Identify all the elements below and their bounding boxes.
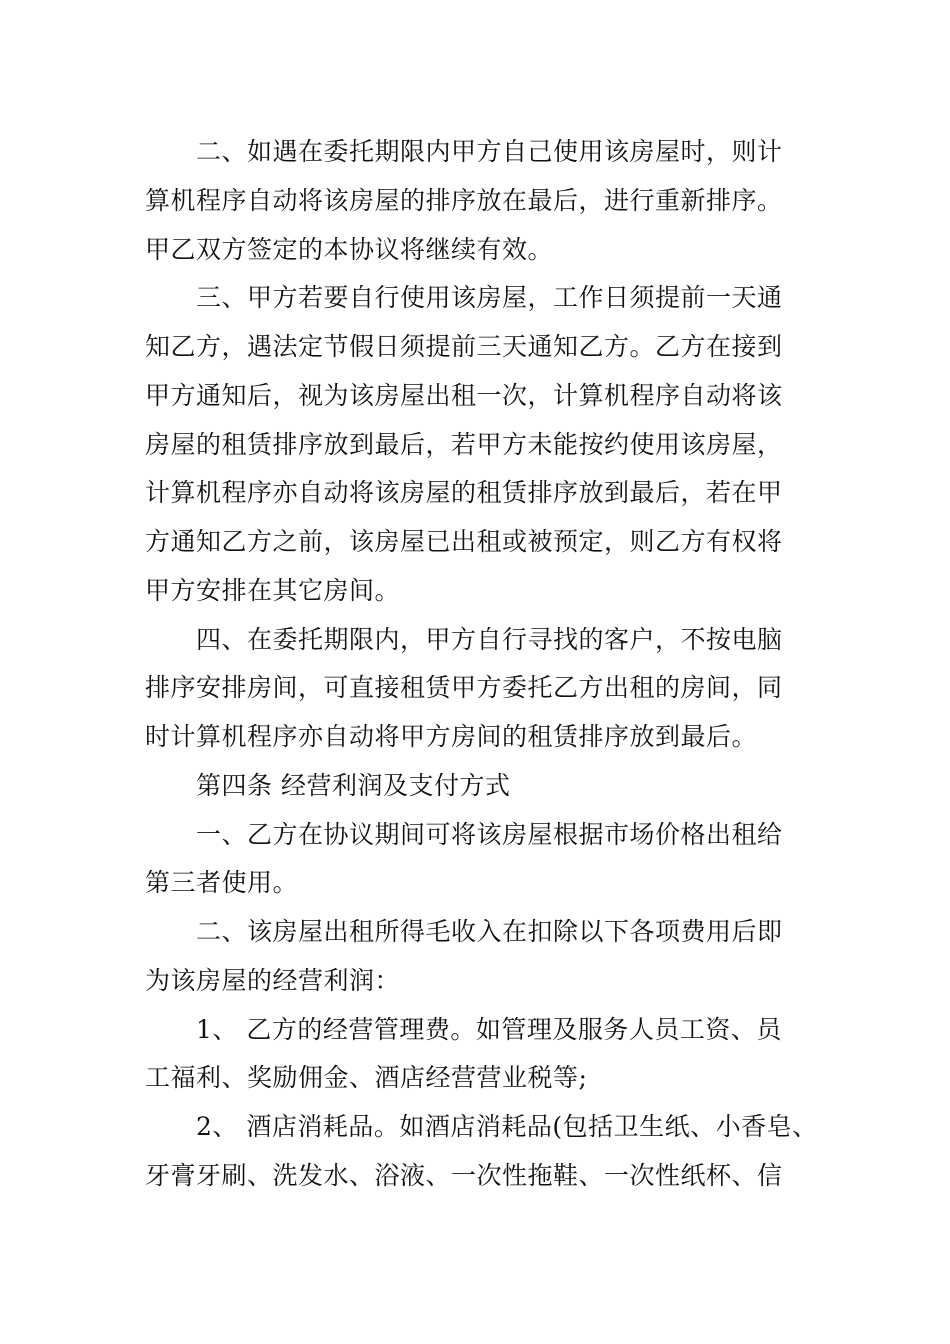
text-line: 甲乙双方签定的本协议将继续有效。	[145, 234, 554, 264]
text-line: 排序安排房间，可直接租赁甲方委托乙方出租的房间，同	[145, 673, 783, 703]
text-line: 方通知乙方之前，该房屋已出租或被预定，则乙方有权将	[145, 527, 783, 556]
document-body	[145, 128, 818, 1201]
list-item: 2、 酒店消耗品。如酒店消耗品(包括卫生纸、小香皂、	[196, 1112, 818, 1141]
text-line: 二、该房屋出租所得毛收入在扣除以下各项费用后即	[196, 917, 783, 946]
list-item: 1、 乙方的经营管理费。如管理及服务人员工资、员	[196, 1014, 782, 1044]
text-line: 甲方安排在其它房间。	[145, 575, 401, 605]
text-line: 知乙方，遇法定节假日须提前三天通知乙方。乙方在接到	[145, 332, 783, 361]
text-line: 为该房屋的经营利润：	[145, 965, 401, 995]
text-line: 二、如遇在委托期限内甲方自己使用该房屋时，则计	[196, 137, 783, 166]
section-heading: 第四条 经营利润及支付方式	[196, 770, 511, 800]
text-line: 第三者使用。	[145, 868, 299, 898]
text-line: 时计算机程序亦自动将甲方房间的租赁排序放到最后。	[145, 722, 758, 751]
text-line: 三、甲方若要自行使用该房屋，工作日须提前一天通	[196, 283, 783, 313]
text-line: 工福利、奖励佣金、酒店经营营业税等;	[145, 1063, 588, 1093]
text-line: 四、在委托期限内，甲方自行寻找的客户，不按电脑	[196, 624, 783, 654]
text-line: 算机程序自动将该房屋的排序放在最后，进行重新排序。	[145, 185, 783, 215]
text-line: 计算机程序亦自动将该房屋的租赁排序放到最后，若在甲	[145, 478, 783, 508]
text-line: 牙膏牙刷、洗发水、浴液、一次性拖鞋、一次性纸杯、信	[145, 1160, 783, 1190]
text-line: 一、乙方在协议期间可将该房屋根据市场价格出租给	[196, 819, 783, 849]
text-line: 房屋的租赁排序放到最后，若甲方未能按约使用该房屋，	[145, 429, 783, 459]
text-line: 甲方通知后，视为该房屋出租一次，计算机程序自动将该	[145, 380, 783, 410]
